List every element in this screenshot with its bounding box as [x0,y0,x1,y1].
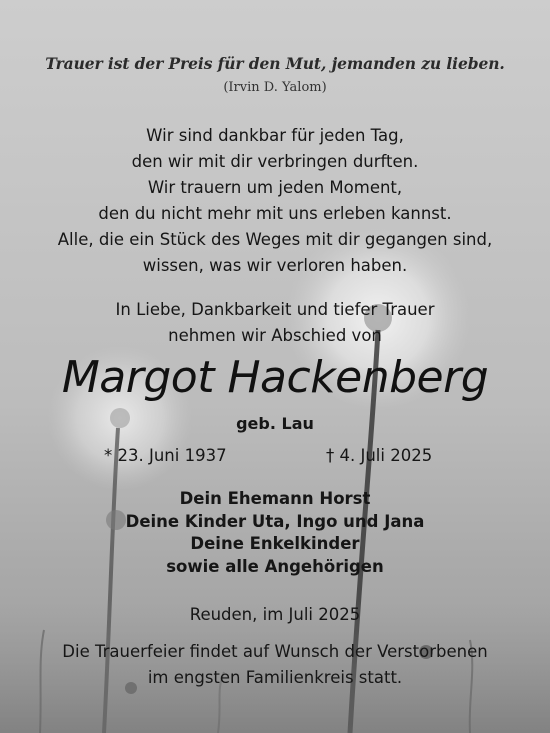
death-date: † 4. Juli 2025 [326,446,433,465]
verse-line: nehmen wir Abschied von [168,326,382,345]
verse-line: den du nicht mehr mit uns erleben kannst. [98,204,452,223]
mourner-line: Deine Enkelkinder [190,534,360,553]
deceased-name: Margot Hackenberg [61,352,489,403]
verse-line: Wir trauern um jeden Moment, [147,178,403,197]
verse-line: In Liebe, Dankbarkeit und tiefer Trauer [115,300,435,319]
verse-stanza-3 [0,297,550,349]
mourner-line: sowie alle Angehörigen [166,556,384,576]
mourner-line: Deine Kinder Uta, Ingo und Jana [125,511,425,531]
verse-line: den wir mit dir verbringen durften. [131,152,419,171]
notice-line: Die Trauerfeier findet auf Wunsch der Verstorbenen [62,642,488,661]
quote-text: Trauer ist der Preis für den Mut, jemanden zu lieben. [45,54,505,73]
quote-author: (Irvin D. Yalom) [223,80,327,95]
verse-stanza-2 [0,227,550,279]
mourners-list [0,488,550,578]
verse-line: Wir sind dankbar für jeden Tag, [146,126,404,145]
verse-line: Alle, die ein Stück des Weges mit dir gegangen sind, [57,230,493,249]
place-date: Reuden, im Juli 2025 [189,605,361,624]
notice-line: im engsten Familienkreis statt. [147,668,403,687]
birth-date: * 23. Juni 1937 [104,446,227,465]
mourner-line: Dein Ehemann Horst [179,489,371,508]
verse-stanza-1 [0,123,550,227]
funeral-notice [0,639,550,691]
born-name: geb. Lau [236,414,314,433]
verse-line: wissen, was wir verloren haben. [142,256,408,275]
